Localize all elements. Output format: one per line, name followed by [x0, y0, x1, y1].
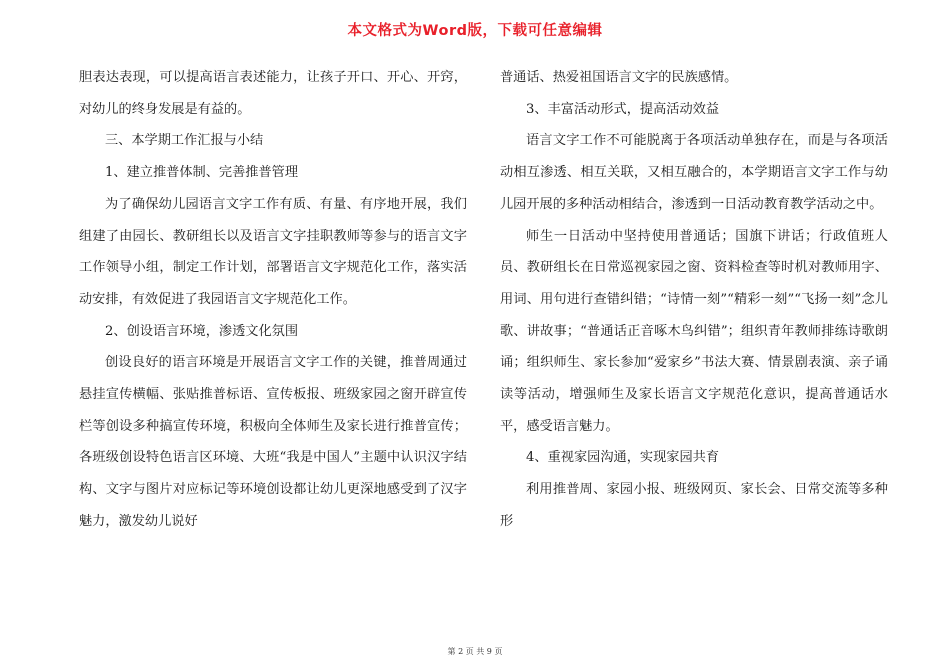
document-banner: 本文格式为Word版，下载可任意编辑	[347, 23, 603, 39]
left-paragraph: 创设良好的语言环境是开展语言文字工作的关键，推普周通过悬挂宣传横幅、张贴推普标语、宣传板报、班级家园之窗开辟宣传栏等创设多种搞宣传环境，积极向全体师生及家长进行推普宣传；各班级创设特色语言区环境、大班“我是中国人”主题中认识汉字结构、文字与图片对应标记等环境创设都让幼儿更深地感受到了汉字魅力，激发幼儿说好	[79, 355, 467, 529]
section-heading: 三、本学期工作汇报与小结	[105, 133, 264, 149]
left-text-column	[79, 62, 467, 538]
right-paragraph: 利用推普周、家园小报、班级网页、家长会、日常交流等多种形	[500, 482, 888, 529]
subsection-heading: 4、重视家园沟通，实现家园共育	[526, 450, 720, 466]
right-paragraph: 语言文字工作不可能脱离于各项活动单独存在，而是与各项活动相互渗透、相互关联，又相互融合的，本学期语言文字工作与幼儿园开展的多种活动相结合，渗透到一日活动教育教学活动之中。	[500, 133, 888, 212]
left-paragraph: 胆表达表现，可以提高语言表述能力，让孩子开口、开心、开窍，对幼儿的终身发展是有益的。	[79, 70, 467, 117]
right-text-column	[500, 62, 888, 538]
subsection-heading: 2、创设语言环境，渗透文化氛围	[105, 323, 299, 339]
subsection-heading: 3、丰富活动形式，提高活动效益	[526, 101, 720, 117]
subsection-heading: 1、建立推普体制、完善推普管理	[105, 165, 299, 181]
left-paragraph: 为了确保幼儿园语言文字工作有质、有量、有序地开展，我们组建了由园长、教研组长以及语言文字挂职教师等参与的语言文字工作领导小组，制定工作计划，部署语言文字规范化工作，落实活动安排，有效促进了我园语言文字规范化工作。	[79, 196, 467, 307]
right-paragraph: 师生一日活动中坚持使用普通话；国旗下讲话；行政值班人员、教研组长在日常巡视家园之窗、资料检查等时机对教师用字、用词、用句进行查错纠错；“诗情一刻”“精彩一刻”“飞扬一刻”念儿歌、讲故事；“普通话正音啄木鸟纠错”；组织青年教师排练诗歌朗诵；组织师生、家长参加“爱家乡”书法大赛、情景剧表演、亲子诵读等活动，增强师生及家长语言文字规范化意识，提高普通话水平，感受语言魅力。	[500, 228, 888, 434]
right-paragraph: 普通话、热爱祖国语言文字的民族感情。	[500, 70, 738, 85]
page-number-footer: 第 2 页 共 9 页	[447, 647, 503, 656]
